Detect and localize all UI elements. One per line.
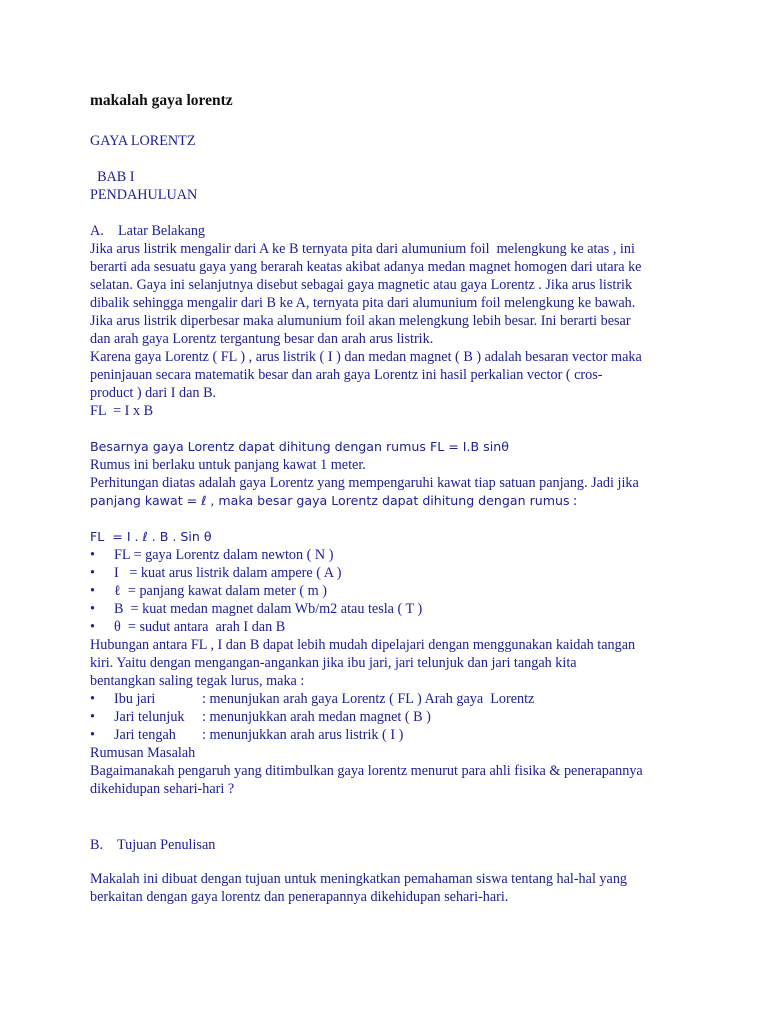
rumusan-line: dikehidupan sehari-hari ? xyxy=(90,781,235,797)
heading: GAYA LORENTZ xyxy=(90,133,196,149)
para1-line: selatan. Gaya ini selanjutnya disebut sebagai gaya magnetic atau gaya Lorentz . Jika arus listrik xyxy=(90,277,633,293)
chapter-title: PENDAHULUAN xyxy=(90,187,198,203)
tujuan-line: Makalah ini dibuat dengan tujuan untuk meningkatkan pemahaman siswa tentang hal-hal yang xyxy=(90,871,628,887)
list-item-text: B = kuat medan magnet dalam Wb/m2 atau tesla ( T ) xyxy=(114,601,423,617)
para1-line: berarti ada sesuatu gaya yang berarah keatas akibat adanya medan magnet homogen dari utara ke xyxy=(90,259,642,275)
bullet: • xyxy=(90,583,95,599)
finger-desc: : menunjukkan arah arus listrik ( I ) xyxy=(202,727,404,743)
formula-description: Besarnya gaya Lorentz dapat dihitung dengan rumus FL = I.B sinθ xyxy=(90,439,509,454)
para3-line: Perhitungan diatas adalah gaya Lorentz yang mempengaruhi kawat tiap satuan panjang. Jadi jika xyxy=(90,475,639,491)
list-item-text: FL = gaya Lorentz dalam newton ( N ) xyxy=(114,547,334,563)
tujuan-line: berkaitan dengan gaya lorentz dan penerapannya dikehidupan sehari-hari. xyxy=(90,889,509,905)
list-item-text: ℓ = panjang kawat dalam meter ( m ) xyxy=(114,583,327,599)
para3-line: Rumus ini berlaku untuk panjang kawat 1 meter. xyxy=(90,457,366,473)
section-a-heading: A. Latar Belakang xyxy=(90,223,206,239)
bullet: • xyxy=(90,601,95,617)
rumusan-line: Bagaimanakah pengaruh yang ditimbulkan gaya lorentz menurut para ahli fisika & penerapannya xyxy=(90,763,643,779)
list-item xyxy=(90,582,690,600)
para1-line: Jika arus listrik mengalir dari A ke B ternyata pita dari alumunium foil melengkung ke atas , ini xyxy=(90,241,635,257)
para2-line: Karena gaya Lorentz ( FL ) , arus listrik ( I ) dan medan magnet ( B ) adalah besaran vector maka xyxy=(90,349,642,365)
list-item-text: θ = sudut antara arah I dan B xyxy=(114,619,286,635)
finger-desc: : menunjukkan arah medan magnet ( B ) xyxy=(202,709,431,725)
bullet: • xyxy=(90,691,95,707)
bullet: • xyxy=(90,565,95,581)
list-item xyxy=(90,726,690,744)
formula-vector: FL = I x B xyxy=(90,403,154,419)
para1-line: dan arah gaya Lorentz tergantung besar dan arah arus listrik. xyxy=(90,331,434,347)
list-item xyxy=(90,690,690,708)
chapter-label: BAB I xyxy=(90,169,135,185)
variable-list xyxy=(90,546,690,636)
finger-desc: : menunjukan arah gaya Lorentz ( FL ) Arah gaya Lorentz xyxy=(202,691,535,707)
para3-line-part: panjang kawat = ℓ , maka besar gaya Lorentz dapat dihitung dengan rumus xyxy=(90,493,570,508)
finger-term: Jari tengah xyxy=(114,727,176,743)
list-item-text: I = kuat arus listrik dalam ampere ( A ) xyxy=(114,565,342,581)
bullet: • xyxy=(90,619,95,635)
list-item xyxy=(90,600,690,618)
para1-line: dibalik sehingga mengalir dari B ke A, ternyata pita dari alumunium foil melengkung ke bawah. xyxy=(90,295,636,311)
finger-term: Jari telunjuk xyxy=(114,709,185,725)
bullet: • xyxy=(90,709,95,725)
formula-length: FL = I . ℓ . B . Sin θ xyxy=(90,529,212,544)
finger-term: Ibu jari xyxy=(114,691,156,707)
list-item xyxy=(90,564,690,582)
para2-line: product ) dari I dan B. xyxy=(90,385,217,401)
para3-line xyxy=(90,492,690,510)
para2-line: peninjauan secara matematik besar dan arah gaya Lorentz ini hasil perkalian vector ( cros- xyxy=(90,367,603,383)
para4-line: bentangkan saling tegak lurus, maka : xyxy=(90,673,305,689)
section-b-heading: B. Tujuan Penulisan xyxy=(90,837,216,853)
para4-line: kiri. Yaitu dengan mengangan-angankan jika ibu jari, jari telunjuk dan jari tangah kita xyxy=(90,655,577,671)
para3-line-part: : xyxy=(569,493,578,509)
para1-line: Jika arus listrik diperbesar maka alumunium foil akan melengkung lebih besar. Ini berarti besar xyxy=(90,313,631,329)
bullet: • xyxy=(90,727,95,743)
list-item xyxy=(90,708,690,726)
list-item xyxy=(90,618,690,636)
document-page xyxy=(90,92,690,906)
bullet: • xyxy=(90,547,95,563)
para4-line: Hubungan antara FL , I dan B dapat lebih mudah dipelajari dengan menggunakan kaidah tangan xyxy=(90,637,636,653)
list-item xyxy=(90,546,690,564)
finger-list xyxy=(90,690,690,744)
document-title: makalah gaya lorentz xyxy=(90,92,233,109)
rumusan-heading: Rumusan Masalah xyxy=(90,745,196,761)
